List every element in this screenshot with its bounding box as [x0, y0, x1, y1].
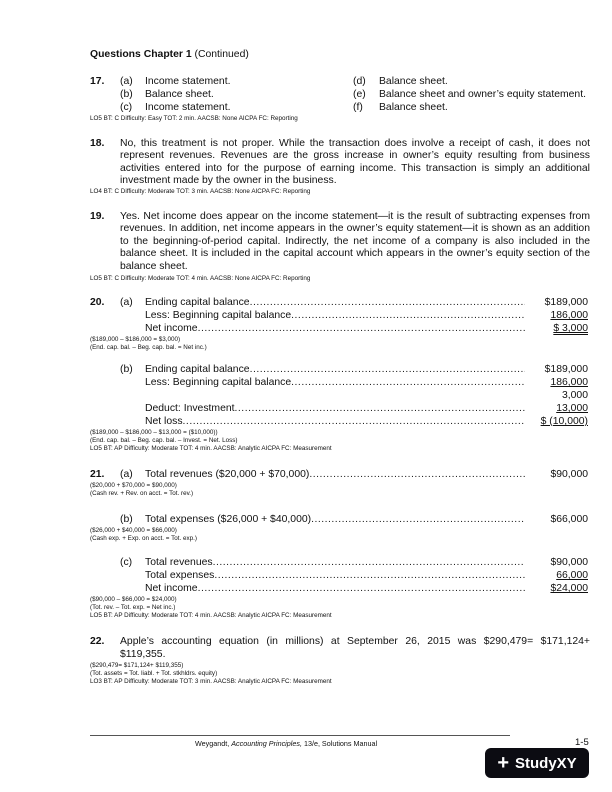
footer-book-title: Accounting Principles, — [231, 739, 302, 748]
row-label: Total revenues ($20,000 + $70,000) — [145, 469, 310, 480]
q18-number: 18. — [90, 138, 105, 149]
q17-d-letter: (d) — [353, 76, 366, 87]
q22-number: 22. — [90, 636, 105, 647]
footer-suffix: 13/e, Solutions Manual — [301, 739, 378, 748]
q17-b-text: Balance sheet. — [145, 89, 214, 100]
q20-b-letter: (b) — [120, 364, 133, 375]
q22-note-2: (Tot. assets = Tot. liabl. + Tot. stkhldrs. equity) — [90, 670, 218, 677]
q20-a-note-1: ($189,000 – $186,000 = $3,000) — [90, 336, 181, 343]
q20-b-row-1 — [145, 364, 525, 376]
q17-number: 17. — [90, 76, 105, 87]
q20-b-row-5 — [145, 416, 525, 428]
q17-c-text: Income statement. — [145, 102, 231, 113]
q19-text: Yes. Net income does appear on the income statement—it is the result of subtracting expenses from revenues. In addition, net income appears in the owner’s equity statement—it is shown as an addition to the beginning-of-period capital. Indirectly, the net income of a company is also included in the balance sheet. It is included in the capital account which appears in the owner’s equity section of the balance sheet. — [120, 211, 590, 272]
q20-meta: LO5 BT: AP Difficulty: Moderate TOT: 4 min. AACSB: Analytic AICPA FC: Measurement — [90, 445, 332, 452]
q20-b-amount-2: 186,000 — [550, 377, 588, 388]
q20-b-row-2 — [145, 377, 525, 389]
q17-meta: LO5 BT: C Difficulty: Easy TOT: 2 min. AACSB: None AICPA FC: Reporting — [90, 115, 298, 122]
q20-b-amount-3: 3,000 — [561, 390, 588, 401]
q20-b-note-1: ($189,000 – $186,000 – $13,000 = ($10,000)) — [90, 429, 218, 436]
heading-rest: (Continued) — [191, 49, 249, 60]
q21-c-row-3 — [145, 583, 525, 595]
row-label: Ending capital balance — [145, 297, 250, 308]
q21-b-row — [145, 514, 525, 526]
q17-a-letter: (a) — [120, 76, 133, 87]
q17-e-letter: (e) — [353, 89, 366, 100]
q20-a-amount-2: 186,000 — [550, 310, 588, 321]
q21-c-row-1 — [145, 557, 525, 569]
page-number: 1-5 — [575, 737, 589, 748]
row-label: Less: Beginning capital balance — [145, 310, 292, 321]
heading-bold: Questions Chapter 1 — [90, 49, 192, 60]
q20-a-note-2: (End. cap. bal. – Beg. cap. bal. = Net inc.) — [90, 344, 207, 351]
footer-prefix: Weygandt, — [195, 739, 232, 748]
q21-b-letter: (b) — [120, 514, 133, 525]
q20-a-row-1 — [145, 297, 525, 309]
q22-note-1: ($290,479= $171,124+ $119,355) — [90, 662, 184, 669]
q19-meta: LO5 BT: C Difficulty: Moderate TOT: 4 min. AACSB: None AICPA FC: Reporting — [90, 275, 311, 282]
q21-b-note-2: (Cash exp. + Exp. on acct. = Tot. exp.) — [90, 535, 197, 542]
q20-a-row-3 — [145, 323, 525, 335]
studyxy-logo — [485, 748, 589, 778]
q21-meta: LO5 BT: AP Difficulty: Moderate TOT: 4 min. AACSB: Analytic AICPA FC: Measurement — [90, 612, 332, 619]
q18-text: No, this treatment is not proper. While the transaction does involve a receipt of cash, it does not represent revenues. Revenues are the gross increase in owner’s equity resulting from business activities entered into for the purpose of earning income. This transaction is simply an additional investment made by the owner in the business. — [120, 138, 590, 187]
row-label: Total expenses ($26,000 + $40,000) — [145, 514, 312, 525]
q18-meta: LO4 BT: C Difficulty: Moderate TOT: 3 min. AACSB: None AICPA FC: Reporting — [90, 188, 311, 195]
footer-citation — [195, 739, 377, 748]
q17-a-text: Income statement. — [145, 76, 231, 87]
q20-b-row-4 — [145, 403, 525, 415]
page-heading — [90, 49, 249, 61]
q21-c-amount-1: $90,000 — [550, 557, 588, 568]
q20-a-row-2 — [145, 310, 525, 322]
logo-text: StudyXY — [515, 754, 577, 772]
q17-d-text: Balance sheet. — [379, 76, 448, 87]
row-label: Net income — [145, 583, 198, 594]
q21-number: 21. — [90, 469, 105, 480]
q21-c-amount-3: $24,000 — [550, 583, 588, 594]
q17-f-text: Balance sheet. — [379, 102, 448, 113]
q20-b-amount-4: 13,000 — [556, 403, 588, 414]
q17-f-letter: (f) — [353, 102, 363, 113]
q17-b-letter: (b) — [120, 89, 133, 100]
q17-e-text: Balance sheet and owner’s equity statement. — [379, 89, 586, 100]
q21-a-letter: (a) — [120, 469, 133, 480]
q20-a-letter: (a) — [120, 297, 133, 308]
q21-a-note-2: (Cash rev. + Rev. on acct. = Tot. rev.) — [90, 490, 194, 497]
q20-a-amount-1: $189,000 — [544, 297, 588, 308]
q20-b-amount-1: $189,000 — [544, 364, 588, 375]
q20-b-note-2: (End. cap. bal. – Beg. cap. bal. – Invest. = Net. Loss) — [90, 437, 238, 444]
q21-c-row-2 — [145, 570, 525, 582]
q21-a-note-1: ($20,000 + $70,000 = $90,000) — [90, 482, 177, 489]
q21-c-note-1: ($90,000 – $66,000 = $24,000) — [90, 596, 177, 603]
q21-b-note-1: ($26,000 + $40,000 = $66,000) — [90, 527, 177, 534]
q21-c-amount-2: 66,000 — [556, 570, 588, 581]
q17-c-letter: (c) — [120, 102, 133, 113]
q21-c-note-2: (Tot. rev. – Tot. exp. = Net inc.) — [90, 604, 176, 611]
q21-c-letter: (c) — [120, 557, 133, 568]
q22-line-1: Apple’s accounting equation (in millions) at September 26, 2015 was $290,479= $171,124+ — [120, 636, 590, 647]
q22-line-2: $119,355. — [120, 649, 166, 660]
q19-number: 19. — [90, 211, 105, 222]
q20-a-amount-3: $ 3,000 — [553, 323, 588, 334]
footer-divider — [90, 735, 510, 736]
q21-b-amount: $66,000 — [550, 514, 588, 525]
row-label: Total revenues — [145, 557, 213, 568]
row-label: Total expenses — [145, 570, 215, 581]
row-label: Net income — [145, 323, 198, 334]
row-label: Less: Beginning capital balance — [145, 377, 292, 388]
q21-a-row — [145, 469, 525, 481]
row-label: Net loss — [145, 416, 183, 427]
row-label: Deduct: Investment — [145, 403, 235, 414]
row-label: Ending capital balance — [145, 364, 250, 375]
q20-b-amount-5: $ (10,000) — [540, 416, 588, 427]
q21-a-amount: $90,000 — [550, 469, 588, 480]
q22-meta: LO3 BT: AP Difficulty: Moderate TOT: 3 min. AACSB: Analytic AICPA FC: Measurement — [90, 678, 332, 685]
plus-icon: + — [497, 751, 509, 774]
q20-number: 20. — [90, 297, 105, 308]
